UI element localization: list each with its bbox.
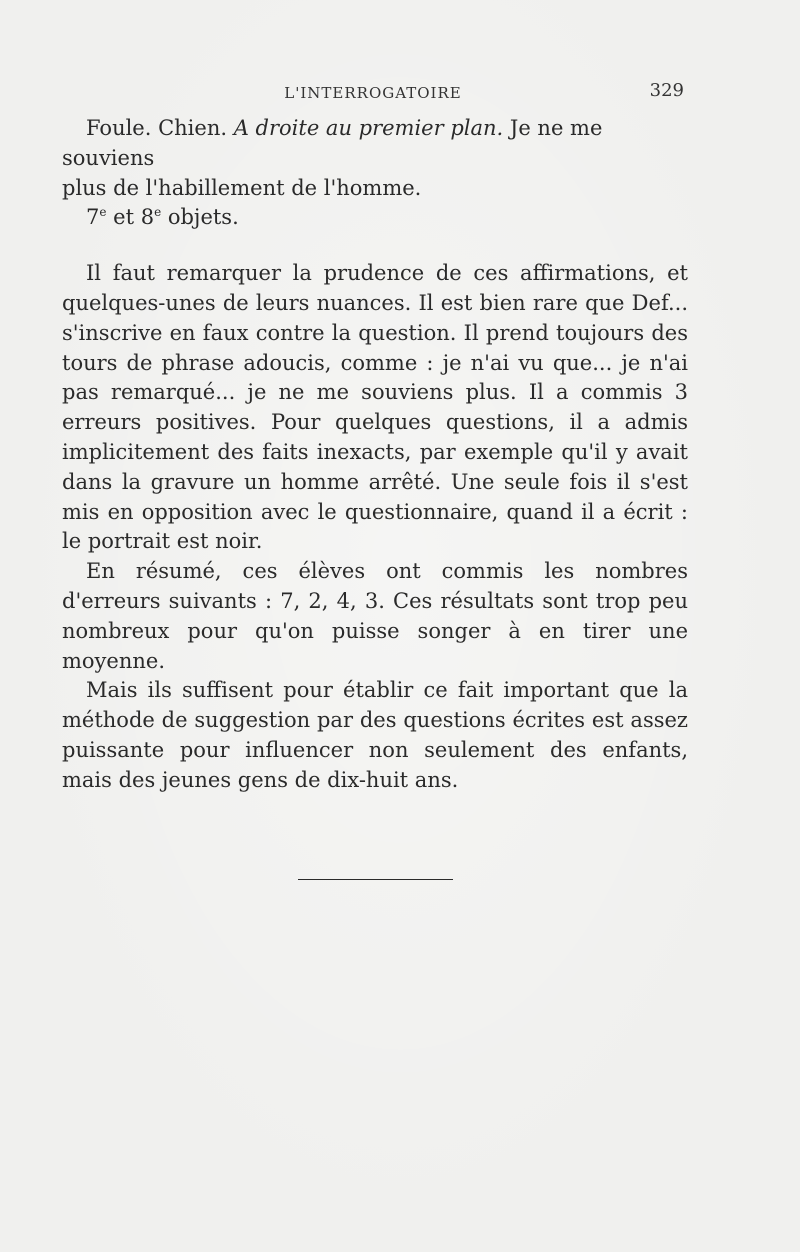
paragraph-3: Mais ils suffisent pour établir ce fait important que la méthode de suggestion par des questions écrites est assez puissante pour influencer non seulement des enfants, mais des jeunes gens de dix-huit ans.	[62, 678, 688, 792]
ordinal-number: 7	[86, 205, 100, 230]
fragment-line-2: plus de l'habillement de l'homme.	[62, 175, 422, 200]
paragraph-gap	[62, 233, 688, 259]
fragment-text: objets.	[161, 205, 239, 230]
ordinal-suffix: e	[154, 205, 162, 220]
paragraph-1: Il faut remarquer la prudence de ces affirmations, et quelques-unes de leurs nuances. Il est bien rare que Def... s'inscrive en faux contre la question. Il prend toujours des tours de phrase adoucis, comme : je n'ai vu que... je n'ai pas remarqué... je ne me souviens plus. Il a commis 3 erreurs positives. Pour quelques questions, il a admis implicitement des faits inexacts, par exemple qu'il y avait dans la gravure un homme arrêté. Une seule fois il s'est mis en opposition avec le questionnaire, quand il a écrit : le portrait est noir.	[62, 261, 688, 554]
fragment-italic-text: A droite au premier plan.	[233, 116, 504, 140]
list-fragment	[62, 114, 688, 233]
fragment-text: Foule. Chien.	[86, 116, 234, 140]
fragment-text: Je ne me souviens	[62, 116, 603, 170]
page-number: 329	[649, 80, 684, 101]
fragment-line-3	[62, 203, 688, 233]
fragment-line-1	[62, 114, 688, 174]
paragraph-2: En résumé, ces élèves ont commis les nombres d'erreurs suivants : 7, 2, 4, 3. Ces résultats sont trop peu nombreux pour qu'on puisse songer à en tirer une moyenne.	[62, 559, 688, 673]
body-text	[62, 114, 688, 796]
fragment-text: et 8	[106, 205, 155, 230]
running-title: L'INTERROGATOIRE	[284, 84, 462, 102]
ordinal-suffix: e	[99, 205, 107, 220]
page-header	[62, 80, 684, 110]
section-end-rule	[298, 879, 453, 880]
